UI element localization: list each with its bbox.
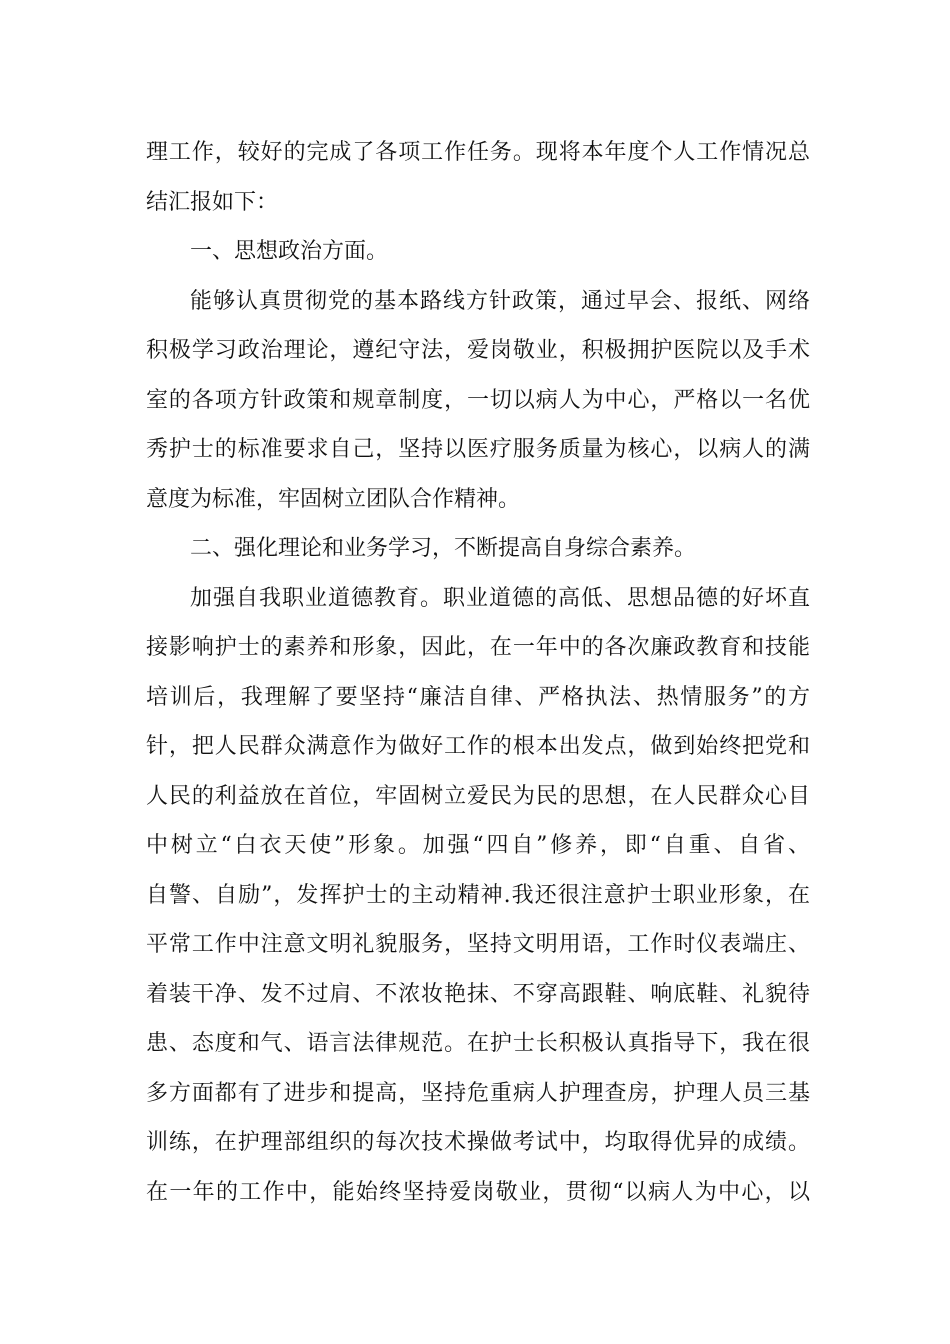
text-line: 中树立“白衣天使”形象。加强“四自”修养，即“自重、自省、 [146, 833, 810, 858]
text-line: 针，把人民群众满意作为做好工作的根本出发点，做到始终把党和 [146, 734, 810, 759]
text-line: 人民的利益放在首位，牢固树立爱民为民的思想，在人民群众心目 [146, 784, 810, 809]
text-line: 加强自我职业道德教育。职业道德的高低、思想品德的好坏直 [190, 586, 810, 611]
text-line: 平常工作中注意文明礼貌服务，坚持文明用语，工作时仪表端庄、 [146, 932, 810, 957]
text-line: 积极学习政治理论，遵纪守法，爱岗敬业，积极拥护医院以及手术 [146, 338, 810, 363]
text-line: 患、态度和气、语言法律规范。在护士长积极认真指导下，我在很 [146, 1031, 810, 1056]
text-line: 培训后，我理解了要坚持“廉洁自律、严格执法、热情服务”的方 [146, 685, 810, 710]
text-line: 秀护士的标准要求自己，坚持以医疗服务质量为核心，以病人的满 [146, 437, 810, 462]
text-line: 结汇报如下： [146, 190, 279, 215]
text-line: 自警、自励”，发挥护士的主动精神.我还很注意护士职业形象，在 [146, 883, 810, 908]
text-line: 能够认真贯彻党的基本路线方针政策，通过早会、报纸、网络 [190, 289, 810, 314]
text-line: 在一年的工作中，能始终坚持爱岗敬业，贯彻“以病人为中心，以 [146, 1180, 810, 1205]
section-heading: 二、强化理论和业务学习，不断提高自身综合素养。 [190, 536, 697, 561]
text-line: 着装干净、发不过肩、不浓妆艳抹、不穿高跟鞋、响底鞋、礼貌待 [146, 982, 810, 1007]
section-heading: 一、思想政治方面。 [190, 239, 389, 264]
text-line: 意度为标准，牢固树立团队合作精神。 [146, 487, 521, 512]
text-line: 室的各项方针政策和规章制度，一切以病人为中心，严格以一名优 [146, 388, 810, 413]
text-line: 理工作，较好的完成了各项工作任务。现将本年度个人工作情况总 [146, 140, 810, 165]
text-line: 多方面都有了进步和提高，坚持危重病人护理查房，护理人员三基 [146, 1081, 810, 1106]
text-line: 训练，在护理部组织的每次技术操做考试中，均取得优异的成绩。 [146, 1130, 810, 1155]
text-line: 接影响护士的素养和形象，因此，在一年中的各次廉政教育和技能 [146, 635, 810, 660]
